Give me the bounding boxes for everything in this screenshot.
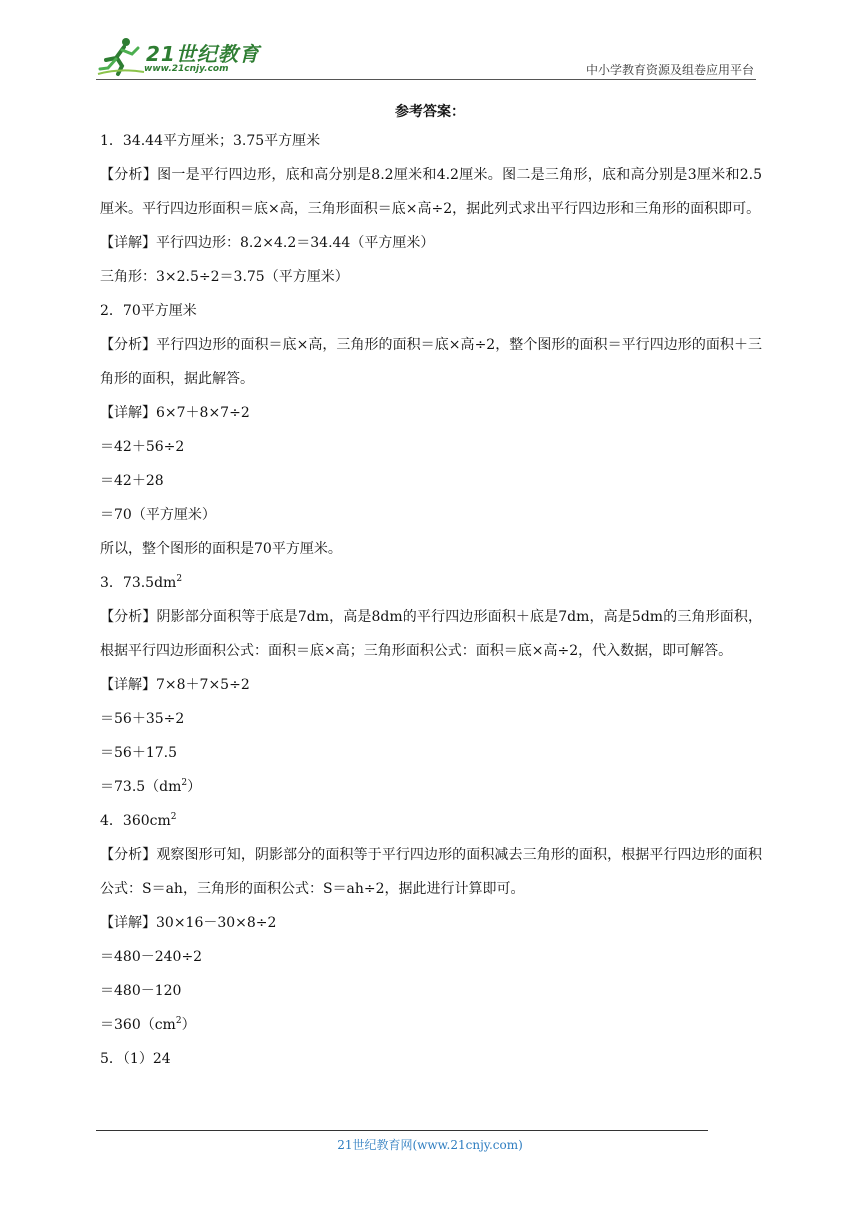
answer-content xyxy=(100,124,762,1076)
line-suffix: ） xyxy=(187,779,202,795)
content-line xyxy=(100,1008,762,1042)
line-text: ＝73.5（dm xyxy=(100,779,182,795)
content-line xyxy=(100,158,762,226)
platform-name: 中小学教育资源及组卷应用平台 xyxy=(585,63,754,77)
line-text: 所以，整个图形的面积是70平方厘米。 xyxy=(100,541,342,557)
content-line xyxy=(100,668,762,702)
content-line xyxy=(100,396,762,430)
line-text: 三角形：3×2.5÷2＝3.75（平方厘米） xyxy=(100,269,349,285)
line-text: 【分析】阴影部分面积等于底是7dm，高是8dm的平行四边形面积＋底是7dm，高是5dm的三角形面积，根据平行四边形面积公式：面积＝底×高；三角形面积公式：面积＝底×高÷2，代入数据，即可解答。 xyxy=(100,609,762,659)
content-line xyxy=(100,498,762,532)
content-line xyxy=(100,940,762,974)
page-header xyxy=(96,30,756,80)
footer-link[interactable]: 21世纪教育网(www.21cnjy.com) xyxy=(337,1138,523,1152)
line-text: 【详解】6×7＋8×7÷2 xyxy=(100,405,250,421)
line-suffix: ） xyxy=(181,1017,196,1033)
line-text: ＝42＋56÷2 xyxy=(100,439,185,455)
content-line xyxy=(100,600,762,668)
line-text: ＝56＋17.5 xyxy=(100,745,177,761)
line-text: 1．34.44平方厘米；3.75平方厘米 xyxy=(100,133,321,149)
content-line xyxy=(100,430,762,464)
page-title: 参考答案： xyxy=(395,104,465,120)
superscript: 2 xyxy=(175,1016,182,1026)
content-line xyxy=(100,328,762,396)
running-figure-icon xyxy=(96,34,146,78)
line-text: ＝70（平方厘米） xyxy=(100,507,216,523)
logo-url: www.21cnjy.com xyxy=(144,64,229,74)
line-text: 【分析】观察图形可知，阴影部分的面积等于平行四边形的面积减去三角形的面积，根据平行四边形的面积公式：S＝ah，三角形的面积公式：S＝ah÷2，据此进行计算即可。 xyxy=(100,847,762,897)
line-text: ＝480－240÷2 xyxy=(100,949,203,965)
logo-text: 21世纪教育 xyxy=(146,42,260,66)
line-text: 2．70平方厘米 xyxy=(100,303,197,319)
content-line xyxy=(100,294,762,328)
content-line xyxy=(100,532,762,566)
line-text: 【详解】平行四边形：8.2×4.2＝34.44（平方厘米） xyxy=(100,235,435,251)
line-text: 【详解】30×16－30×8÷2 xyxy=(100,915,277,931)
line-text: 【分析】平行四边形的面积＝底×高，三角形的面积＝底×高÷2，整个图形的面积＝平行四边形的面积＋三角形的面积，据此解答。 xyxy=(100,337,762,387)
line-text: 4．360cm xyxy=(100,813,171,829)
content-line xyxy=(100,736,762,770)
content-line xyxy=(100,260,762,294)
superscript: 2 xyxy=(170,812,177,822)
line-text: ＝56＋35÷2 xyxy=(100,711,185,727)
superscript: 2 xyxy=(176,574,183,584)
header-divider xyxy=(96,79,756,80)
content-line xyxy=(100,702,762,736)
content-line xyxy=(100,906,762,940)
footer-divider xyxy=(96,1130,708,1131)
line-text: ＝480－120 xyxy=(100,983,182,999)
line-text: 5．（1）24 xyxy=(100,1051,171,1067)
line-text: 【分析】图一是平行四边形，底和高分别是8.2厘米和4.2厘米。图二是三角形，底和高分别是3厘米和2.5厘米。平行四边形面积＝底×高，三角形面积＝底×高÷2，据此列式求出平行四边形和三角形的面积即可。 xyxy=(100,167,762,217)
line-text: 【详解】7×8＋7×5÷2 xyxy=(100,677,250,693)
content-line xyxy=(100,838,762,906)
content-line xyxy=(100,566,762,600)
content-line xyxy=(100,974,762,1008)
content-line xyxy=(100,124,762,158)
line-text: ＝42＋28 xyxy=(100,473,164,489)
content-line xyxy=(100,1042,762,1076)
site-logo xyxy=(96,34,266,78)
line-text: ＝360（cm xyxy=(100,1017,176,1033)
superscript: 2 xyxy=(181,778,188,788)
content-line xyxy=(100,804,762,838)
content-line xyxy=(100,464,762,498)
line-text: 3．73.5dm xyxy=(100,575,177,591)
content-line xyxy=(100,226,762,260)
content-line xyxy=(100,770,762,804)
